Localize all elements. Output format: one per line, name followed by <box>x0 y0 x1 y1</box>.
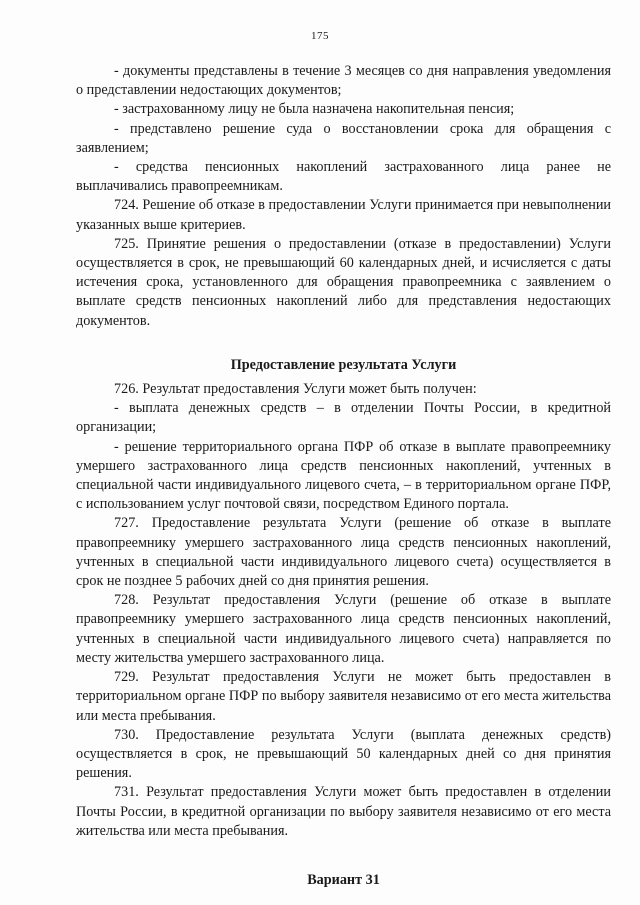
paragraph-724: 724. Решение об отказе в предоставлении Услуги принимается при невыполнении указанных выше критериев. <box>76 197 611 233</box>
page-number: 175 <box>311 30 329 42</box>
document-body <box>76 62 611 890</box>
paragraph-727: 727. Предоставление результата Услуги (решение об отказе в выплате правопреемнику умершего застрахованного лица средств пенсионных накоплений, учтенных в специальной части индивидуального лицевого счета) осуществляется в срок не позднее 5 рабочих дней со дня принятия решения. <box>76 515 611 590</box>
paragraph-729: 729. Результат предоставления Услуги не может быть предоставлен в территориальном органе ПФР по выбору заявителя независимо от его места жительства или места пребывания. <box>76 669 611 724</box>
paragraph-728: 728. Результат предоставления Услуги (решение об отказе в выплате правопреемнику умершего застрахованного лица средств пенсионных накоплений, учтенных в специальной части индивидуального лицевого счета) направляется по месту жительства умершего застрахованного лица. <box>76 592 611 666</box>
paragraph-726-refusal: - решение территориального органа ПФР об отказе в выплате правопреемнику умершего застрахованного лица средств пенсионных накоплений, учтенных в специальной части индивидуального лицевого счета, – в территориальном органе ПФР, с использованием услуг почтовой связи, посредством Единого портала. <box>76 438 611 513</box>
paragraph-criterion-pension: - застрахованному лицу не была назначена накопительная пенсия; <box>114 101 515 118</box>
paragraph-730: 730. Предоставление результата Услуги (выплата денежных средств) осуществляется в срок, не превышающий 50 календарных дней со дня принятия решения. <box>76 726 611 782</box>
paragraph-726: 726. Результат предоставления Услуги может быть получен: <box>114 381 477 398</box>
variant-heading: Вариант 31 <box>307 871 380 888</box>
paragraph-criterion-deadline: - документы представлены в течение 3 месяцев со дня направления уведомления о представлении недостающих документов; <box>76 63 611 99</box>
paragraph-726-payment: - выплата денежных средств – в отделении Почты России, в кредитной организации; <box>76 400 611 436</box>
paragraph-criterion-court: - представлено решение суда о восстановлении срока для обращения с заявлением; <box>76 120 611 156</box>
paragraph-725: 725. Принятие решения о предоставлении (отказе в предоставлении) Услуги осуществляется в срок, не превышающий 60 календарных дней, и исчисляется с даты истечения срока, установленного для обращения правопреемника с заявлением о выплате средств пенсионных накоплений либо для представления недостающих документов. <box>76 235 611 329</box>
section-heading: Предоставление результата Услуги <box>230 356 457 373</box>
paragraph-criterion-not-paid: - средства пенсионных накоплений застрахованного лица ранее не выплачивались правопреемникам. <box>76 159 611 195</box>
paragraph-731: 731. Результат предоставления Услуги может быть предоставлен в отделении Почты России, в кредитной организации по выбору заявителя независимо от его места жительства или места пребывания. <box>76 784 611 839</box>
